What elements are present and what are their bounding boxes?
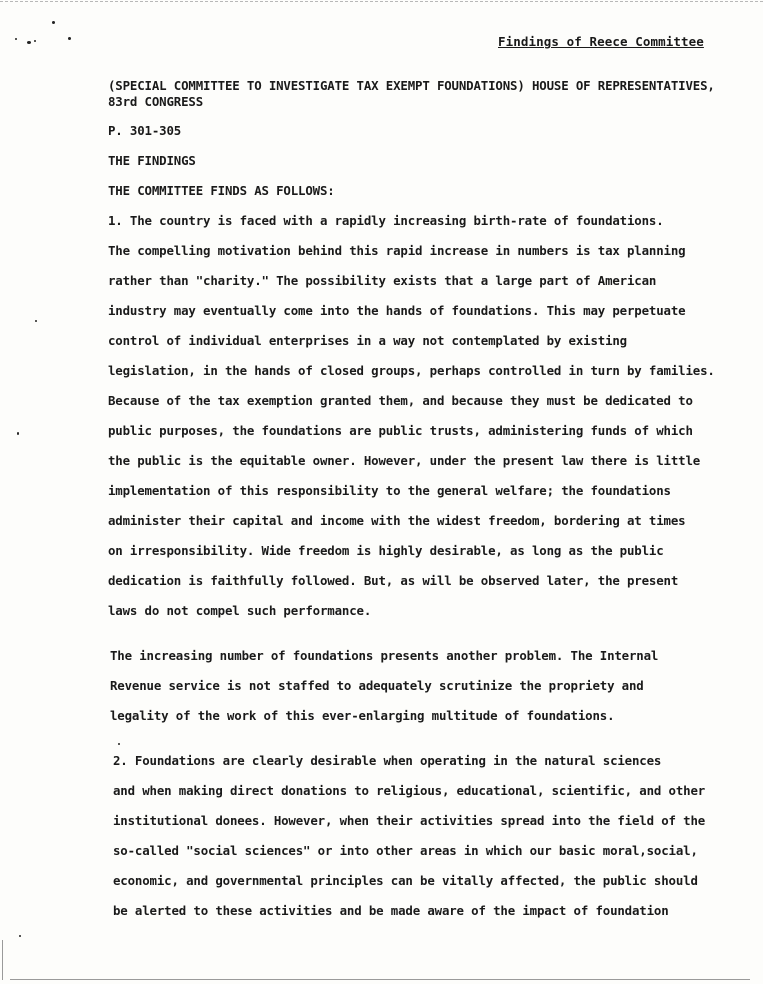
paragraph-1-line: public purposes, the foundations are public trusts, administering funds of which	[108, 423, 693, 438]
paragraph-2-line: Revenue service is not staffed to adequately scrutinize the propriety and	[110, 678, 644, 693]
title-line: (SPECIAL COMMITTEE TO INVESTIGATE TAX EXEMPT FOUNDATIONS) HOUSE OF REPRESENTATIVES,	[108, 78, 715, 93]
intro-line: THE COMMITTEE FINDS AS FOLLOWS:	[108, 183, 335, 198]
paragraph-1-line: Because of the tax exemption granted them, and because they must be dedicated to	[108, 393, 693, 408]
paragraph-3-line: institutional donees. However, when their activities spread into the field of the	[113, 813, 706, 828]
paragraph-3-line: be alerted to these activities and be made aware of the impact of foundation	[113, 903, 669, 918]
section-heading: THE FINDINGS	[108, 153, 196, 168]
scan-speck	[52, 21, 55, 24]
paragraph-1-line: the public is the equitable owner. However, under the present law there is little	[108, 453, 701, 468]
paragraph-1-line: legislation, in the hands of closed groups, perhaps controlled in turn by families.	[108, 363, 715, 378]
paragraph-1-line: dedication is faithfully followed. But, as will be observed later, the present	[108, 573, 679, 588]
title-line: 83rd CONGRESS	[108, 94, 204, 109]
paragraph-1-line: control of individual enterprises in a way not contemplated by existing	[108, 333, 627, 348]
paragraph-3-line: and when making direct donations to religious, educational, scientific, and other	[113, 783, 706, 798]
scan-speck	[19, 935, 21, 937]
scan-speck	[15, 38, 17, 40]
page-reference: P. 301-305	[108, 123, 182, 138]
scan-speck	[118, 743, 120, 745]
paragraph-1-line: The compelling motivation behind this rapid increase in numbers is tax planning	[108, 243, 686, 258]
scan-speck	[17, 432, 19, 435]
paragraph-2-line: legality of the work of this ever-enlarging multitude of foundations.	[110, 708, 615, 723]
paragraph-1-line: laws do not compel such performance.	[108, 603, 372, 618]
top-edge-rule	[0, 1, 763, 2]
paragraph-1-line: administer their capital and income with the widest freedom, bordering at times	[108, 513, 686, 528]
scan-speck	[27, 41, 31, 44]
running-header: Findings of Reece Committee	[498, 34, 704, 49]
paragraph-2-line: The increasing number of foundations presents another problem. The Internal	[110, 648, 659, 663]
paragraph-1-line: industry may eventually come into the hands of foundations. This may perpetuate	[108, 303, 686, 318]
paragraph-1-line: implementation of this responsibility to the general welfare; the foundations	[108, 483, 671, 498]
scan-left-edge	[2, 940, 3, 980]
scan-speck	[68, 37, 71, 40]
paragraph-3-line: 2. Foundations are clearly desirable when operating in the natural sciences	[113, 753, 662, 768]
bottom-edge-rule	[10, 979, 750, 980]
scan-speck	[34, 40, 36, 42]
paragraph-3-line: so-called "social sciences" or into other areas in which our basic moral,social,	[113, 843, 698, 858]
scan-speck	[35, 320, 37, 322]
paragraph-1-line: rather than "charity." The possibility exists that a large part of American	[108, 273, 657, 288]
paragraph-1-line: 1. The country is faced with a rapidly increasing birth-rate of foundations.	[108, 213, 664, 228]
paragraph-3-line: economic, and governmental principles can be vitally affected, the public should	[113, 873, 698, 888]
paragraph-1-line: on irresponsibility. Wide freedom is highly desirable, as long as the public	[108, 543, 664, 558]
